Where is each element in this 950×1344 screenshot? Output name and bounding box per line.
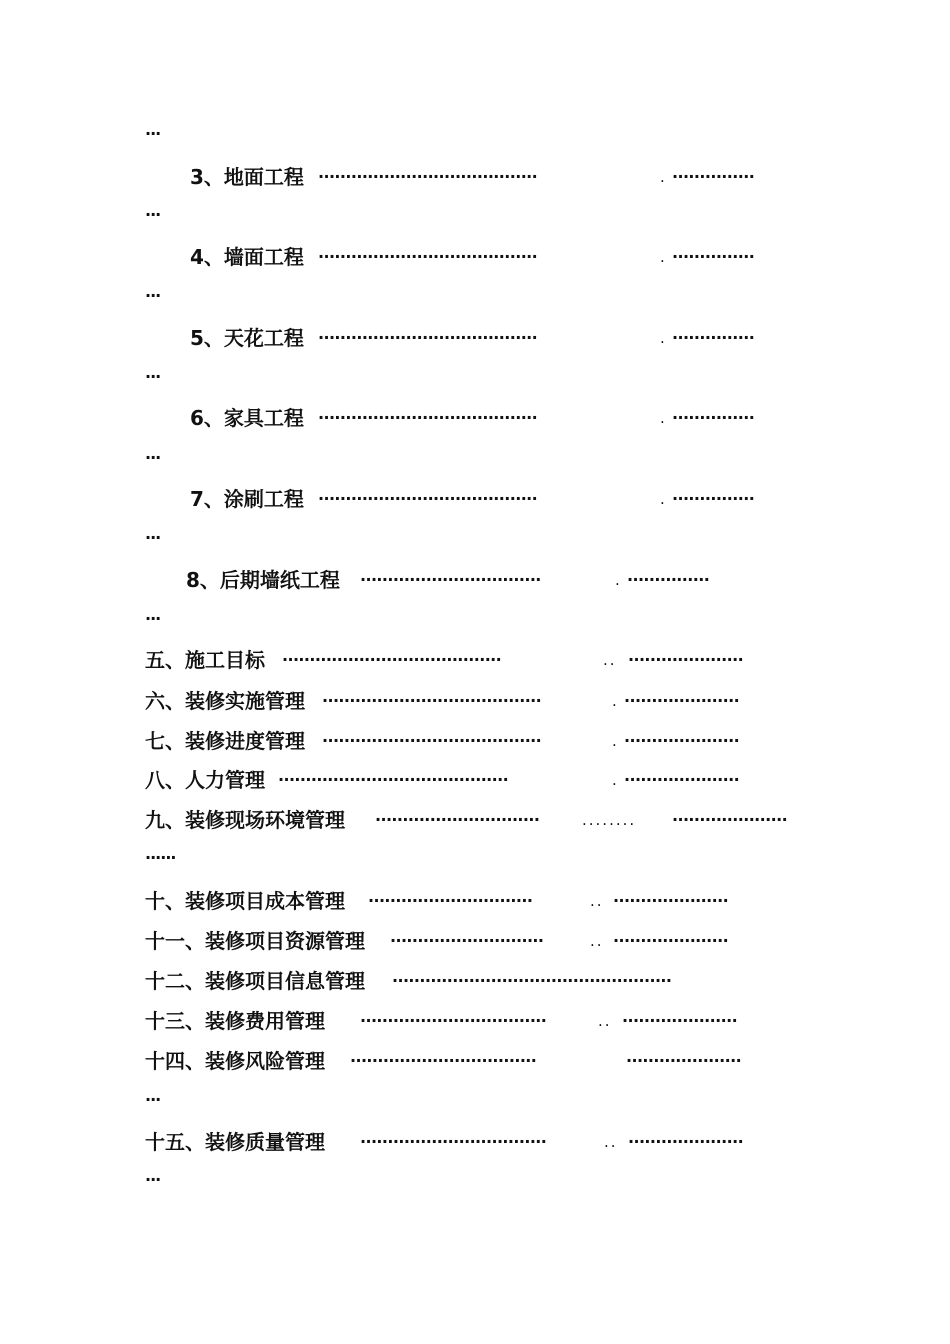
toc-entry[interactable] <box>0 886 950 916</box>
toc-continuation-dots: ··· <box>145 205 161 224</box>
toc-entry[interactable] <box>0 1046 950 1076</box>
toc-entry[interactable] <box>0 726 950 756</box>
toc-leader-mid: . <box>660 168 667 186</box>
toc-leader: ········································ <box>282 650 502 669</box>
toc-continuation-dots: ··· <box>145 286 161 305</box>
toc-entry[interactable] <box>0 242 950 272</box>
toc-entry[interactable] <box>0 645 950 675</box>
toc-entry-title: 7、涂刷工程 <box>190 487 304 511</box>
toc-entry-title: 十四、装修风险管理 <box>145 1049 325 1073</box>
toc-entry-title: 4、墙面工程 <box>190 245 304 269</box>
toc-leader: ····················· <box>628 1132 744 1151</box>
toc-entry[interactable] <box>0 484 950 514</box>
toc-leader-mid: . <box>612 771 619 789</box>
toc-leader: ····················· <box>613 931 729 950</box>
toc-leader-mid: . <box>660 490 667 508</box>
toc-leader: ········································ <box>318 247 538 266</box>
toc-leader-mid: .. <box>590 932 604 950</box>
toc-continuation-dots: ··· <box>145 609 161 628</box>
toc-leader: ······························ <box>375 810 540 829</box>
toc-continuation-dots: ··· <box>145 1090 161 1109</box>
toc-entry-title: 8、后期墙纸工程 <box>186 568 340 592</box>
toc-entry[interactable] <box>0 805 950 835</box>
toc-entry-title: 八、人力管理 <box>145 768 265 792</box>
toc-leader-mid: .. <box>604 1133 618 1151</box>
toc-entry[interactable] <box>0 686 950 716</box>
toc-leader-mid: .. <box>598 1012 612 1030</box>
toc-entry[interactable] <box>0 966 950 996</box>
toc-leader: ····················· <box>672 810 788 829</box>
toc-leader: ····················· <box>624 770 740 789</box>
toc-leader: ········································ <box>318 328 538 347</box>
toc-leader-mid: . <box>612 732 619 750</box>
toc-leader: ·································· <box>350 1051 537 1070</box>
toc-entry[interactable] <box>0 403 950 433</box>
toc-leader: ··············· <box>672 328 755 347</box>
toc-entry-title: 十三、装修费用管理 <box>145 1009 325 1033</box>
toc-leader: ········································ <box>318 489 538 508</box>
toc-entry-title: 五、施工目标 <box>145 648 265 672</box>
toc-entry-title: 六、装修实施管理 <box>145 689 305 713</box>
toc-entry-title: 十二、装修项目信息管理 <box>145 969 365 993</box>
toc-leader-mid: . <box>660 248 667 266</box>
toc-entry-title: 九、装修现场环境管理 <box>145 808 345 832</box>
toc-entry[interactable] <box>0 765 950 795</box>
toc-leader-mid: . <box>660 329 667 347</box>
toc-leader-mid: ........ <box>582 811 637 829</box>
toc-entry-title: 十五、装修质量管理 <box>145 1130 325 1154</box>
toc-leader-mid: .. <box>590 892 604 910</box>
toc-leader: ··············· <box>672 408 755 427</box>
toc-leader: ··················································· <box>392 971 672 990</box>
toc-leader: ········································ <box>322 691 542 710</box>
toc-leader-mid: .. <box>603 651 617 669</box>
toc-leader: ····················· <box>622 1011 738 1030</box>
toc-leader: ······························ <box>368 891 533 910</box>
toc-entry-title: 七、装修进度管理 <box>145 729 305 753</box>
toc-entry[interactable] <box>0 1127 950 1157</box>
toc-continuation-dots: ··· <box>145 367 161 386</box>
toc-continuation-dots: ··· <box>145 124 161 143</box>
toc-leader: ········································ <box>318 408 538 427</box>
toc-leader-mid: . <box>615 571 622 589</box>
toc-leader: ·········································· <box>278 770 509 789</box>
toc-continuation-dots: ··· <box>145 528 161 547</box>
toc-leader: ································· <box>360 570 541 589</box>
toc-leader: ····················· <box>613 891 729 910</box>
toc-leader: ··············· <box>672 247 755 266</box>
toc-entry-title: 6、家具工程 <box>190 406 304 430</box>
toc-entry[interactable] <box>0 565 950 595</box>
toc-continuation-dots: ··· <box>145 448 161 467</box>
toc-leader: ········································ <box>322 731 542 750</box>
toc-leader: ·································· <box>360 1132 547 1151</box>
toc-leader: ····················· <box>626 1051 742 1070</box>
toc-leader: ··············· <box>627 570 710 589</box>
toc-entry-title: 5、天花工程 <box>190 326 304 350</box>
toc-entry[interactable] <box>0 162 950 192</box>
toc-leader-mid: . <box>612 692 619 710</box>
toc-leader: ····················· <box>624 731 740 750</box>
toc-leader-mid: . <box>660 409 667 427</box>
toc-leader: ········································ <box>318 167 538 186</box>
toc-entry[interactable] <box>0 926 950 956</box>
toc-entry-title: 十一、装修项目资源管理 <box>145 929 365 953</box>
toc-continuation-dots: ······ <box>145 848 176 867</box>
toc-leader: ···························· <box>390 931 544 950</box>
toc-entry[interactable] <box>0 323 950 353</box>
toc-leader: ····················· <box>624 691 740 710</box>
toc-entry-title: 十、装修项目成本管理 <box>145 889 345 913</box>
toc-entry-title: 3、地面工程 <box>190 165 304 189</box>
toc-leader: ··············· <box>672 167 755 186</box>
toc-leader: ·································· <box>360 1011 547 1030</box>
toc-leader: ····················· <box>628 650 744 669</box>
toc-leader: ··············· <box>672 489 755 508</box>
toc-continuation-dots: ··· <box>145 1170 161 1189</box>
toc-entry[interactable] <box>0 1006 950 1036</box>
